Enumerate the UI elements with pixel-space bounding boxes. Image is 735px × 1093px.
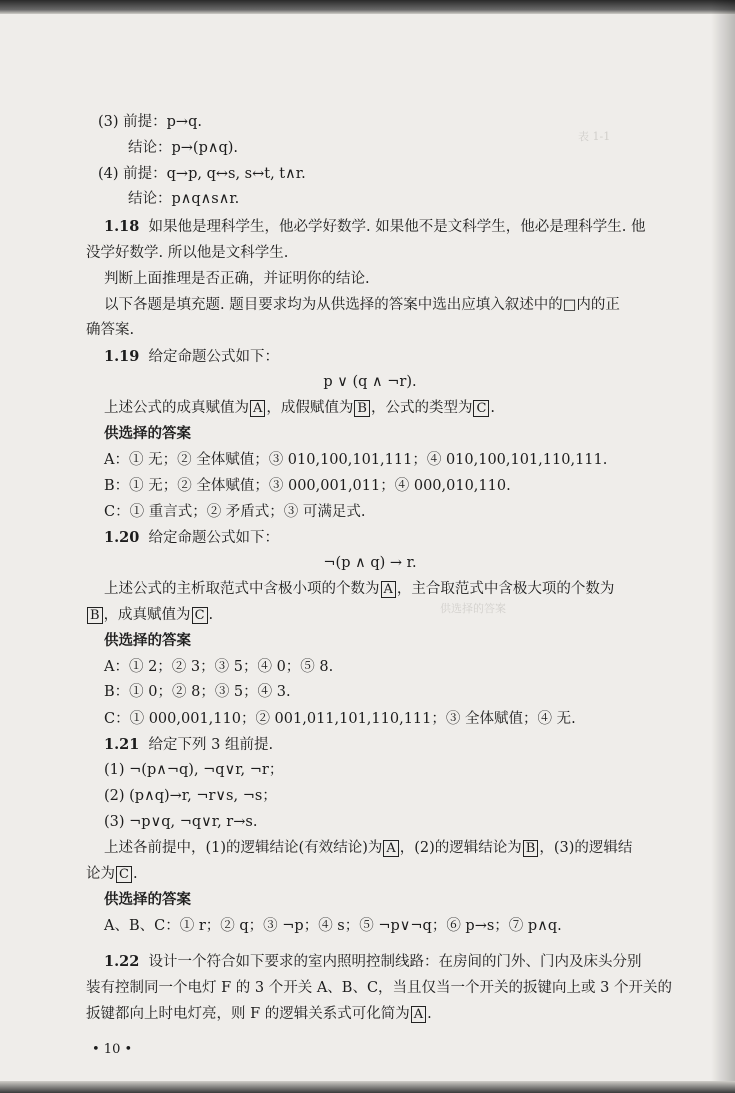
question-text: 上述公式的主析取范式中含极小项的个数为 bbox=[104, 581, 380, 597]
problem-number: 1.21 bbox=[104, 736, 140, 753]
choice-a: A：① 无；② 全体赋值；③ 010,100,101,111；④ 010,100,101,110,111. bbox=[104, 452, 608, 468]
question-text: ，成真赋值为 bbox=[103, 607, 191, 623]
premise-group-2: (2) (p∧q)→r, ¬r∨s, ¬s； bbox=[104, 788, 277, 804]
instructions: 以下各题是填充题. 题目要求均为从供选择的答案中选出应填入叙述中的□内的正 bbox=[104, 297, 620, 313]
question-text: . bbox=[132, 866, 138, 882]
answer-box-b: B bbox=[87, 607, 103, 624]
premise-3: (3) 前提：p→q. bbox=[98, 114, 202, 130]
instructions-cont: 确答案. bbox=[86, 322, 135, 338]
choice-b: B：① 0；② 8；③ 5；④ 3. bbox=[104, 684, 291, 700]
page-number: • 10 • bbox=[92, 1042, 133, 1057]
question-text: . bbox=[490, 400, 496, 416]
problem-number: 1.20 bbox=[104, 529, 140, 546]
question-text: . bbox=[427, 1006, 432, 1022]
problem-text: 设计一个符合如下要求的室内照明控制线路：在房间的门外、门内及床头分别 bbox=[148, 954, 642, 970]
problem-number: 1.19 bbox=[104, 348, 140, 365]
problem-number: 1.18 bbox=[104, 218, 140, 235]
problem-text: 如果他是理科学生，他必学好数学. 如果他不是文科学生，他必是理科学生. 他 bbox=[148, 219, 646, 235]
question-text: ，主合取范式中含极大项的个数为 bbox=[396, 581, 615, 597]
premise-group-3: (3) ¬p∨q, ¬q∨r, r→s. bbox=[104, 814, 258, 830]
problem-text: 给定命题公式如下： bbox=[148, 349, 280, 365]
question-text: ，(2)的逻辑结论为 bbox=[399, 840, 522, 856]
answer-box-a: A bbox=[250, 400, 265, 417]
choices-heading: 供选择的答案 bbox=[104, 891, 191, 908]
bleed-through-text: 表 1-1 bbox=[578, 130, 611, 143]
problem-text: 给定下列 3 组前提. bbox=[148, 737, 274, 753]
premise-group-1: (1) ¬(p∧¬q), ¬q∨r, ¬r； bbox=[104, 762, 284, 778]
choices-heading: 供选择的答案 bbox=[104, 425, 191, 442]
answer-box-a: A bbox=[383, 840, 398, 857]
answer-box-b: B bbox=[523, 840, 539, 857]
question-text: 论为 bbox=[86, 866, 115, 882]
choice-c: C：① 000,001,110；② 001,011,101,110,111；③ 全体赋值；④ 无. bbox=[104, 711, 576, 727]
premise-4: (4) 前提：q→p, q↔s, s↔t, t∧r. bbox=[98, 166, 306, 182]
conclusion-4: 结论：p∧q∧s∧r. bbox=[128, 191, 240, 207]
problem-text: 给定命题公式如下： bbox=[148, 530, 280, 546]
question-text: ，成假赋值为 bbox=[266, 400, 354, 416]
question-text: 扳键都向上时电灯亮，则 F 的逻辑关系式可化简为 bbox=[86, 1006, 410, 1022]
problem-number: 1.22 bbox=[104, 953, 140, 970]
problem-1-18-cont: 没学好数学. 所以他是文科学生. bbox=[86, 245, 289, 261]
choices-heading: 供选择的答案 bbox=[104, 632, 191, 649]
choice-abc: A、B、C：① r；② q；③ ¬p；④ s；⑤ ¬p∨¬q；⑥ p→s；⑦ p∧q. bbox=[104, 918, 562, 934]
question-text: ，公式的类型为 bbox=[370, 400, 473, 416]
formula: p ∨ (q ∧ ¬r). bbox=[323, 374, 417, 390]
problem-1-22-third-line bbox=[86, 1004, 432, 1024]
choice-c: C：① 重言式；② 矛盾式；③ 可满足式. bbox=[104, 504, 366, 520]
answer-box-b: B bbox=[354, 400, 370, 417]
choice-a: A：① 2；② 3；③ 5；④ 0；⑤ 8. bbox=[104, 659, 334, 675]
answer-box-a: A bbox=[411, 1006, 426, 1023]
problem-1-22-second-line: 装有控制同一个电灯 F 的 3 个开关 A、B、C，当且仅当一个开关的扳键向上或 3 个开关的 bbox=[86, 980, 672, 996]
choice-b: B：① 无；② 全体赋值；③ 000,001,011；④ 000,010,110. bbox=[104, 478, 511, 494]
problem-1-18-question: 判断上面推理是否正确，并证明你的结论. bbox=[104, 271, 370, 287]
answer-box-c: C bbox=[192, 607, 208, 624]
question-text: 上述各前提中，(1)的逻辑结论(有效结论)为 bbox=[104, 840, 383, 856]
bleed-through-text: 供选择的答案 bbox=[440, 602, 506, 615]
conclusion-3: 结论：p→(p∧q). bbox=[128, 140, 239, 156]
answer-box-c: C bbox=[116, 866, 132, 883]
question-text: ，(3)的逻辑结 bbox=[539, 840, 633, 856]
answer-box-a: A bbox=[381, 581, 396, 598]
question-text: . bbox=[208, 607, 214, 623]
formula: ¬(p ∧ q) → r. bbox=[323, 555, 417, 571]
answer-box-c: C bbox=[473, 400, 489, 417]
problem-1-22-first-line bbox=[104, 952, 642, 972]
question-text: 上述公式的成真赋值为 bbox=[104, 400, 249, 416]
